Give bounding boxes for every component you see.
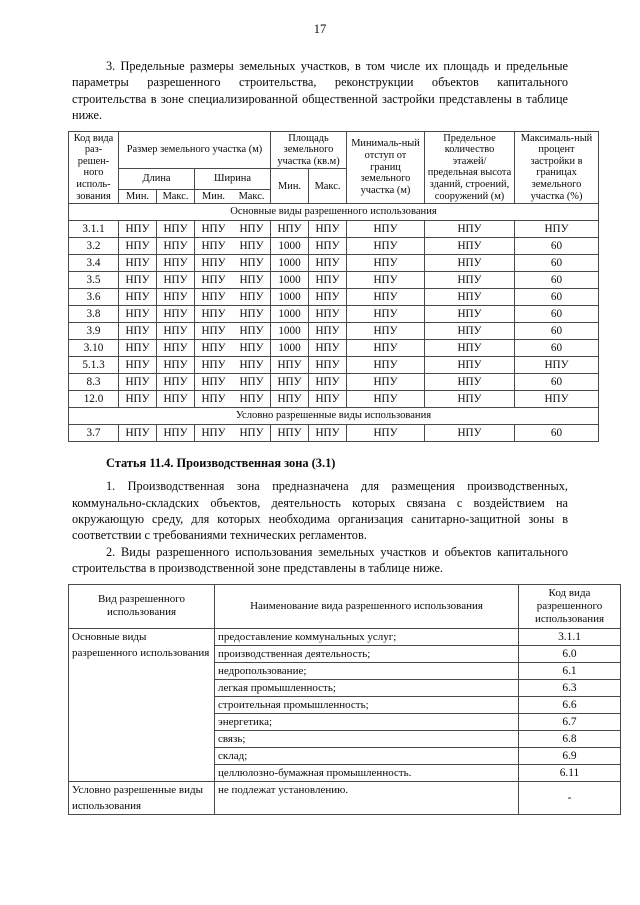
table-row [69,425,599,442]
cell-area-min: 1000 [271,238,309,255]
cell-setback: НПУ [347,306,425,323]
cell-coverage: 60 [515,238,599,255]
cell-code: 3.2 [69,238,119,255]
cell-area-max: НПУ [309,357,347,374]
cell-setback: НПУ [347,357,425,374]
cell-setback: НПУ [347,221,425,238]
cell-len-min: НПУ [119,374,157,391]
cell-use-name: недропользование; [215,663,519,680]
cell-use-name: предоставление коммунальных услуг; [215,629,519,646]
cell-area-max: НПУ [309,255,347,272]
cell-floors: НПУ [425,425,515,442]
table-row [69,289,599,306]
paragraph-3: 3. Предельные размеры земельных участков, в том числе их площадь и предельные параметры разрешенного строительства, реконструкции объектов капитального строительства в зоне специализированной общественной застройки представлены в таблице ниже. [72,59,568,123]
cell-floors: НПУ [425,272,515,289]
group-row-conditional [69,408,599,425]
cell-use-code: 6.1 [519,663,621,680]
th-max-floors-height: Предельное количество этажей/ предельная высота зданий, строений, сооружений (м) [425,131,515,204]
spacer [72,124,568,131]
cell-setback: НПУ [347,323,425,340]
cell-use-code: 6.7 [519,714,621,731]
cell-floors: НПУ [425,306,515,323]
cell-coverage: НПУ [515,391,599,408]
th-length: Длина [119,169,195,189]
group-row-main [69,204,599,221]
cell-wid-max: НПУ [233,323,271,340]
page-content [72,58,605,815]
cell-coverage: 60 [515,306,599,323]
table-uses-body [69,629,621,815]
cell-wid-max: НПУ [233,391,271,408]
table-row [69,374,599,391]
th-max-coverage: Максималь-ный процент застройки в границах земельного участка (%) [515,131,599,204]
cell-code: 12.0 [69,391,119,408]
cell-wid-max: НПУ [233,425,271,442]
cell-len-min: НПУ [119,255,157,272]
th-min-setback: Минималь-ный отступ от границ земельного участка (м) [347,131,425,204]
table-row [69,306,599,323]
cell-use-name: строительная промышленность; [215,697,519,714]
cell-area-min: 1000 [271,272,309,289]
table-row [69,272,599,289]
table-header-row-1 [69,131,599,169]
cell-code: 3.8 [69,306,119,323]
cell-code: 3.7 [69,425,119,442]
cell-wid-min: НПУ [195,391,233,408]
cell-wid-min: НПУ [195,255,233,272]
cell-len-max: НПУ [157,289,195,306]
cell-len-max: НПУ [157,323,195,340]
cell-wid-min: НПУ [195,306,233,323]
cell-area-max: НПУ [309,340,347,357]
cell-use-name: производственная деятельность; [215,646,519,663]
table-row [69,391,599,408]
cell-len-min: НПУ [119,306,157,323]
cell-area-min: 1000 [271,323,309,340]
cell-setback: НПУ [347,340,425,357]
cell-use-name: энергетика; [215,714,519,731]
cell-len-max: НПУ [157,425,195,442]
cell-len-max: НПУ [157,357,195,374]
cell-wid-min: НПУ [195,374,233,391]
cell-use-name: легкая промышленность; [215,680,519,697]
cell-use-kind-conditional: Условно разрешенные виды использования [69,782,215,815]
cell-floors: НПУ [425,357,515,374]
cell-area-min: НПУ [271,374,309,391]
cell-area-max: НПУ [309,272,347,289]
cell-coverage: 60 [515,425,599,442]
cell-code: 3.1.1 [69,221,119,238]
table-row [69,629,621,646]
cell-len-max: НПУ [157,306,195,323]
th-plot-area: Площадь земельного участка (кв.м) [271,131,347,169]
paragraph-2: 2. Виды разрешенного использования земельных участков и объектов капитального строительства в производственной зоне представлены в таблице ниже. [72,544,568,576]
cell-wid-min: НПУ [195,272,233,289]
cell-area-max: НПУ [309,306,347,323]
cell-wid-min: НПУ [195,425,233,442]
cell-floors: НПУ [425,238,515,255]
cell-floors: НПУ [425,289,515,306]
cell-setback: НПУ [347,425,425,442]
table-row [69,340,599,357]
cell-use-name: связь; [215,731,519,748]
cell-coverage: 60 [515,272,599,289]
cell-coverage: 60 [515,255,599,272]
cell-code: 5.1.3 [69,357,119,374]
cell-len-min: НПУ [119,357,157,374]
cell-use-kind-main: Основные виды разрешенного использования [69,629,215,782]
cell-len-max: НПУ [157,272,195,289]
cell-wid-max: НПУ [233,306,271,323]
cell-len-max: НПУ [157,374,195,391]
th-use-name: Наименование вида разрешенного использования [215,584,519,629]
cell-floors: НПУ [425,323,515,340]
cell-wid-min: НПУ [195,289,233,306]
cell-area-max: НПУ [309,391,347,408]
spacer [72,577,568,584]
cell-wid-min: НПУ [195,238,233,255]
cell-len-max: НПУ [157,255,195,272]
cell-wid-min: НПУ [195,221,233,238]
cell-use-code: 6.11 [519,765,621,782]
cell-len-min: НПУ [119,272,157,289]
cell-area-min: 1000 [271,340,309,357]
cell-len-min: НПУ [119,391,157,408]
th-code: Код вида раз-решен-ного исполь-зования [69,131,119,204]
table-limits-body [69,204,599,442]
cell-use-code: 6.8 [519,731,621,748]
cell-use-code: 6.3 [519,680,621,697]
cell-wid-max: НПУ [233,255,271,272]
th-plot-size: Размер земельного участка (м) [119,131,271,169]
cell-wid-min: НПУ [195,340,233,357]
cell-wid-min: НПУ [195,357,233,374]
cell-use-code: 6.6 [519,697,621,714]
cell-len-min: НПУ [119,340,157,357]
cell-area-min: НПУ [271,357,309,374]
cell-setback: НПУ [347,374,425,391]
th-length-max: Макс. [157,189,195,204]
cell-floors: НПУ [425,255,515,272]
cell-code: 3.5 [69,272,119,289]
cell-area-min: 1000 [271,255,309,272]
th-length-min: Мин. [119,189,157,204]
cell-wid-max: НПУ [233,289,271,306]
group-label-main: Основные виды разрешенного использования [69,204,599,221]
cell-len-max: НПУ [157,340,195,357]
th-area-min: Мин. [271,169,309,204]
th-area-max: Макс. [309,169,347,204]
th-use-code: Код вида разрешенного использования [519,584,621,629]
cell-code: 3.6 [69,289,119,306]
th-width: Ширина [195,169,271,189]
cell-coverage: 60 [515,289,599,306]
cell-coverage: НПУ [515,221,599,238]
cell-wid-min: НПУ [195,323,233,340]
cell-setback: НПУ [347,255,425,272]
cell-use-code: 6.9 [519,748,621,765]
table-row [69,255,599,272]
article-heading: Статья 11.4. Производственная зона (3.1) [106,456,336,471]
cell-code: 3.9 [69,323,119,340]
cell-area-min: НПУ [271,391,309,408]
cell-use-name: не подлежат установлению. [215,782,519,815]
cell-coverage: 60 [515,374,599,391]
cell-floors: НПУ [425,221,515,238]
cell-len-min: НПУ [119,425,157,442]
cell-wid-max: НПУ [233,272,271,289]
cell-area-min: 1000 [271,306,309,323]
cell-area-min: 1000 [271,289,309,306]
cell-setback: НПУ [347,391,425,408]
th-use-kind: Вид разрешенного использования [69,584,215,629]
cell-area-max: НПУ [309,289,347,306]
cell-floors: НПУ [425,340,515,357]
cell-use-name: целлюлозно-бумажная промышленность. [215,765,519,782]
cell-code: 3.10 [69,340,119,357]
cell-wid-max: НПУ [233,374,271,391]
table-land-plot-limits [68,131,599,443]
page-number: 17 [313,22,327,36]
cell-floors: НПУ [425,374,515,391]
cell-len-max: НПУ [157,238,195,255]
table-row [69,357,599,374]
cell-area-max: НПУ [309,238,347,255]
cell-use-code: 6.0 [519,646,621,663]
spacer [72,471,568,478]
th-width-min: Мин. [195,189,233,204]
cell-use-code: - [519,782,621,815]
spacer [72,442,568,455]
cell-wid-max: НПУ [233,340,271,357]
cell-setback: НПУ [347,289,425,306]
paragraph-1: 1. Производственная зона предназначена для размещения производственных, коммунально-складских объектов, деятельность которых связана с воздействием на окружающую среду, для которых необходима организация санитарно-защитной зоны в соответствии с требованиями технических регламентов. [72,479,568,543]
cell-floors: НПУ [425,391,515,408]
cell-coverage: 60 [515,340,599,357]
cell-len-min: НПУ [119,221,157,238]
cell-area-min: НПУ [271,221,309,238]
cell-code: 3.4 [69,255,119,272]
cell-wid-max: НПУ [233,238,271,255]
cell-coverage: НПУ [515,357,599,374]
cell-len-min: НПУ [119,238,157,255]
cell-len-min: НПУ [119,323,157,340]
table-permitted-uses [68,584,621,816]
table-row [69,782,621,815]
cell-area-max: НПУ [309,221,347,238]
cell-len-max: НПУ [157,391,195,408]
cell-coverage: 60 [515,323,599,340]
cell-wid-max: НПУ [233,357,271,374]
table-row [69,221,599,238]
table-row [69,238,599,255]
group-label-conditional: Условно разрешенные виды использования [69,408,599,425]
cell-area-min: НПУ [271,425,309,442]
cell-setback: НПУ [347,238,425,255]
cell-code: 8.3 [69,374,119,391]
table-row [69,323,599,340]
cell-len-max: НПУ [157,221,195,238]
cell-use-name: склад; [215,748,519,765]
th-width-max: Макс. [233,189,271,204]
cell-wid-max: НПУ [233,221,271,238]
cell-setback: НПУ [347,272,425,289]
cell-use-code: 3.1.1 [519,629,621,646]
cell-area-max: НПУ [309,374,347,391]
uses-header-row [69,584,621,629]
cell-area-max: НПУ [309,425,347,442]
cell-len-min: НПУ [119,289,157,306]
cell-area-max: НПУ [309,323,347,340]
